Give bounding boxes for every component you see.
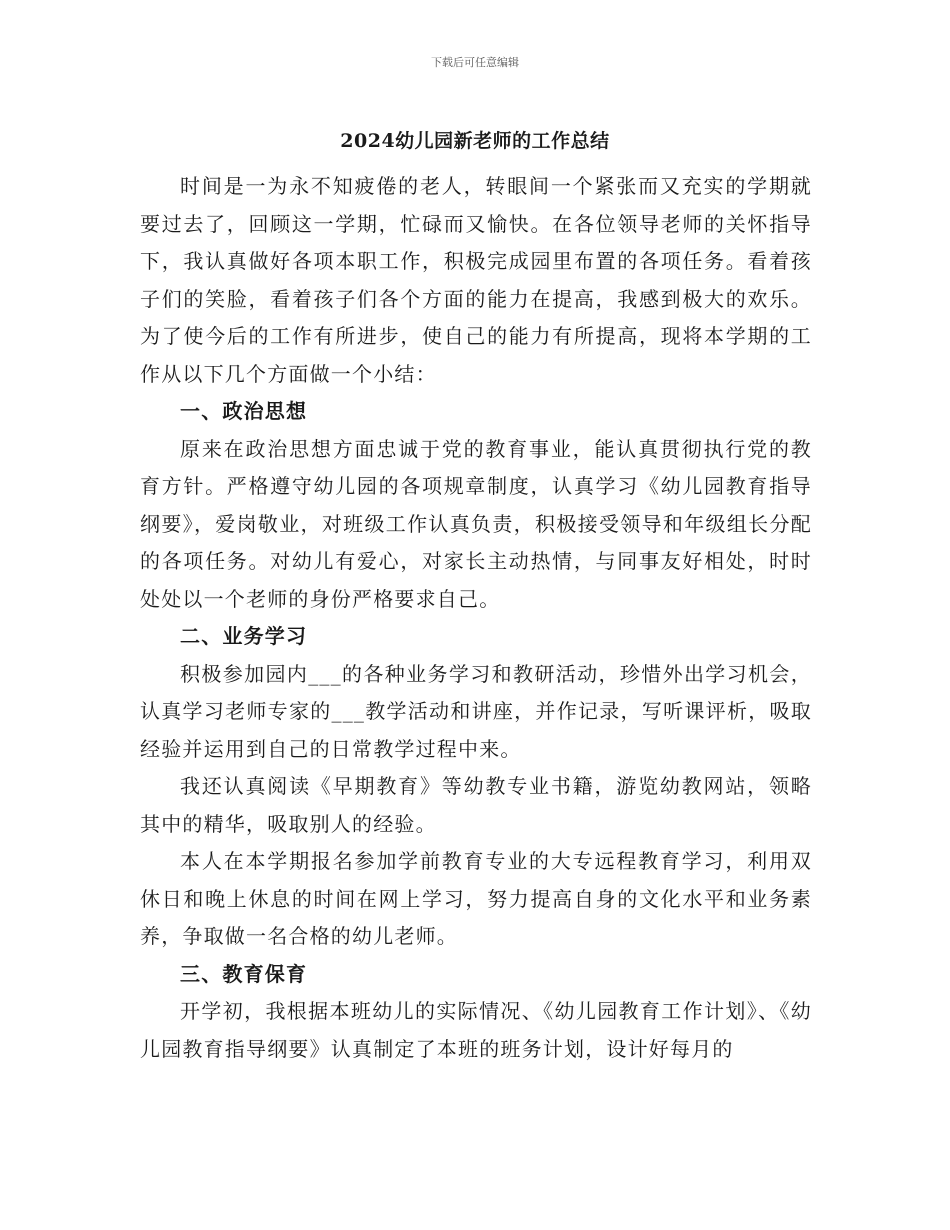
section-heading-education: 三、教育保育	[180, 961, 308, 986]
document-title: 2024幼儿园新老师的工作总结	[340, 130, 610, 152]
paragraph-education: 开学初，我根据本班幼儿的实际情况、《幼儿园教育工作计划》、《幼儿园教育指导纲要》认真制定了本班的班务计划，设计好每月的	[140, 999, 812, 1061]
section-heading-study: 二、业务学习	[180, 624, 308, 648]
header-note: 下载后可任意编辑	[431, 56, 519, 69]
paragraph-study-3: 本人在本学期报名参加学前教育专业的大专远程教育学习，利用双休日和晚上休息的时间在网上学习，努力提高自身的文化水平和业务素养，争取做一名合格的幼儿老师。	[140, 849, 812, 948]
document-body	[140, 168, 812, 1068]
paragraph-study-2: 我还认真阅读《早期教育》等幼教专业书籍，游览幼教网站，领略其中的精华，吸取别人的经验。	[140, 774, 812, 836]
section-heading-politics: 一、政治思想	[180, 399, 308, 423]
paragraph-intro: 时间是一为永不知疲倦的老人，转眼间一个紧张而又充实的学期就要过去了，回顾这一学期，忙碌而又愉快。在各位领导老师的关怀指导下，我认真做好各项本职工作，积极完成园里布置的各项任务。看着孩子们的笑脸，看着孩子们各个方面的能力在提高，我感到极大的欢乐。为了使今后的工作有所进步，使自己的能力有所提高，现将本学期的工作从以下几个方面做一个小结：	[140, 174, 812, 386]
paragraph-study-1: 积极参加园内___的各种业务学习和教研活动，珍惜外出学习机会，认真学习老师专家的___教学活动和讲座，并作记录，写听课评析，吸取经验并运用到自己的日常教学过程中来。	[140, 661, 812, 761]
paragraph-politics: 原来在政治思想方面忠诚于党的教育事业，能认真贯彻执行党的教育方针。严格遵守幼儿园的各项规章制度，认真学习《幼儿园教育指导纲要》，爱岗敬业，对班级工作认真负责，积极接受领导和年级组长分配的各项任务。对幼儿有爱心，对家长主动热情，与同事友好相处，时时处处以一个老师的身份严格要求自己。	[140, 436, 812, 611]
